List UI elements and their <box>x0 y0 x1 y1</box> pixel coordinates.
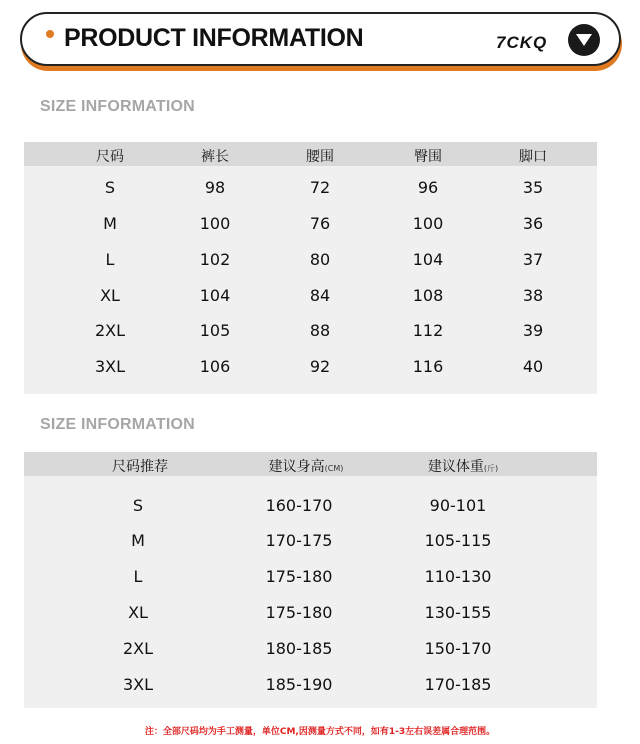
column-header <box>428 456 498 476</box>
table-cell: 40 <box>522 357 544 376</box>
table-cell: 116 <box>412 357 444 376</box>
section-title-1: SIZE INFORMATION <box>40 98 195 115</box>
column-header-label: 尺码推荐 <box>112 459 168 475</box>
table-cell: 108 <box>412 286 444 305</box>
table-cell: M <box>103 214 117 233</box>
accent-dot <box>46 30 54 38</box>
table-cell: 100 <box>199 214 231 233</box>
table-cell: 3XL <box>122 675 154 694</box>
table-cell: 185-190 <box>265 675 333 694</box>
column-header: 尺码 <box>96 149 124 165</box>
column-header <box>269 456 344 476</box>
page-title: PRODUCT INFORMATION <box>64 24 364 52</box>
table-cell: 175-180 <box>265 567 333 586</box>
table-cell: 130-155 <box>424 603 492 622</box>
table-cell: 2XL <box>94 321 126 340</box>
table-cell: 170-185 <box>424 675 492 694</box>
dropdown-button[interactable] <box>568 24 600 56</box>
table-cell: 110-130 <box>424 567 492 586</box>
table-cell: 76 <box>309 214 331 233</box>
table-cell: L <box>105 250 115 269</box>
section-title-2: SIZE INFORMATION <box>40 416 195 433</box>
table-cell: 37 <box>522 250 544 269</box>
table-cell: 72 <box>309 178 331 197</box>
table-cell: 38 <box>522 286 544 305</box>
table-cell: 39 <box>522 321 544 340</box>
table-cell: L <box>133 567 143 586</box>
table-cell: 2XL <box>122 639 154 658</box>
table-cell: 90-101 <box>429 496 487 515</box>
table-cell: XL <box>100 286 120 305</box>
table-cell: 150-170 <box>424 639 492 658</box>
table-cell: 175-180 <box>265 603 333 622</box>
measurement-note: 注：全部尺码均为手工测量，单位CM,因测量方式不同，如有1-3左右误差属合理范围。 <box>144 727 496 737</box>
column-header: 臀围 <box>414 149 442 165</box>
table-cell: 104 <box>199 286 231 305</box>
column-header-label: 建议体重 <box>427 459 484 475</box>
table-cell: 102 <box>199 250 231 269</box>
brand-logo: 7CKQ <box>496 33 548 52</box>
table-cell: 112 <box>412 321 444 340</box>
table-cell: 36 <box>522 214 544 233</box>
table-cell: 35 <box>522 178 544 197</box>
table-cell: 3XL <box>94 357 126 376</box>
table-cell: 105 <box>199 321 231 340</box>
column-header <box>112 456 168 476</box>
table-cell: 92 <box>309 357 331 376</box>
column-header-unit: (CM) <box>324 464 344 473</box>
table-cell: 105-115 <box>424 531 492 550</box>
table-cell: M <box>131 531 145 550</box>
table-cell: S <box>104 178 116 197</box>
column-header-label: 建议身高 <box>268 459 325 475</box>
column-header: 裤长 <box>201 149 229 165</box>
column-header-unit: (斤) <box>483 464 499 473</box>
table-cell: 88 <box>309 321 331 340</box>
table-cell: 180-185 <box>265 639 333 658</box>
column-header: 腰围 <box>306 149 334 165</box>
table-cell: 104 <box>412 250 444 269</box>
table-cell: 106 <box>199 357 231 376</box>
column-header: 脚口 <box>519 149 547 165</box>
table-cell: XL <box>128 603 148 622</box>
table-cell: 80 <box>309 250 331 269</box>
table-cell: S <box>132 496 144 515</box>
triangle-down-icon <box>576 34 592 46</box>
table-cell: 84 <box>309 286 331 305</box>
table-cell: 96 <box>417 178 439 197</box>
table-cell: 98 <box>204 178 226 197</box>
table-cell: 100 <box>412 214 444 233</box>
table-cell: 170-175 <box>265 531 333 550</box>
table-cell: 160-170 <box>265 496 333 515</box>
